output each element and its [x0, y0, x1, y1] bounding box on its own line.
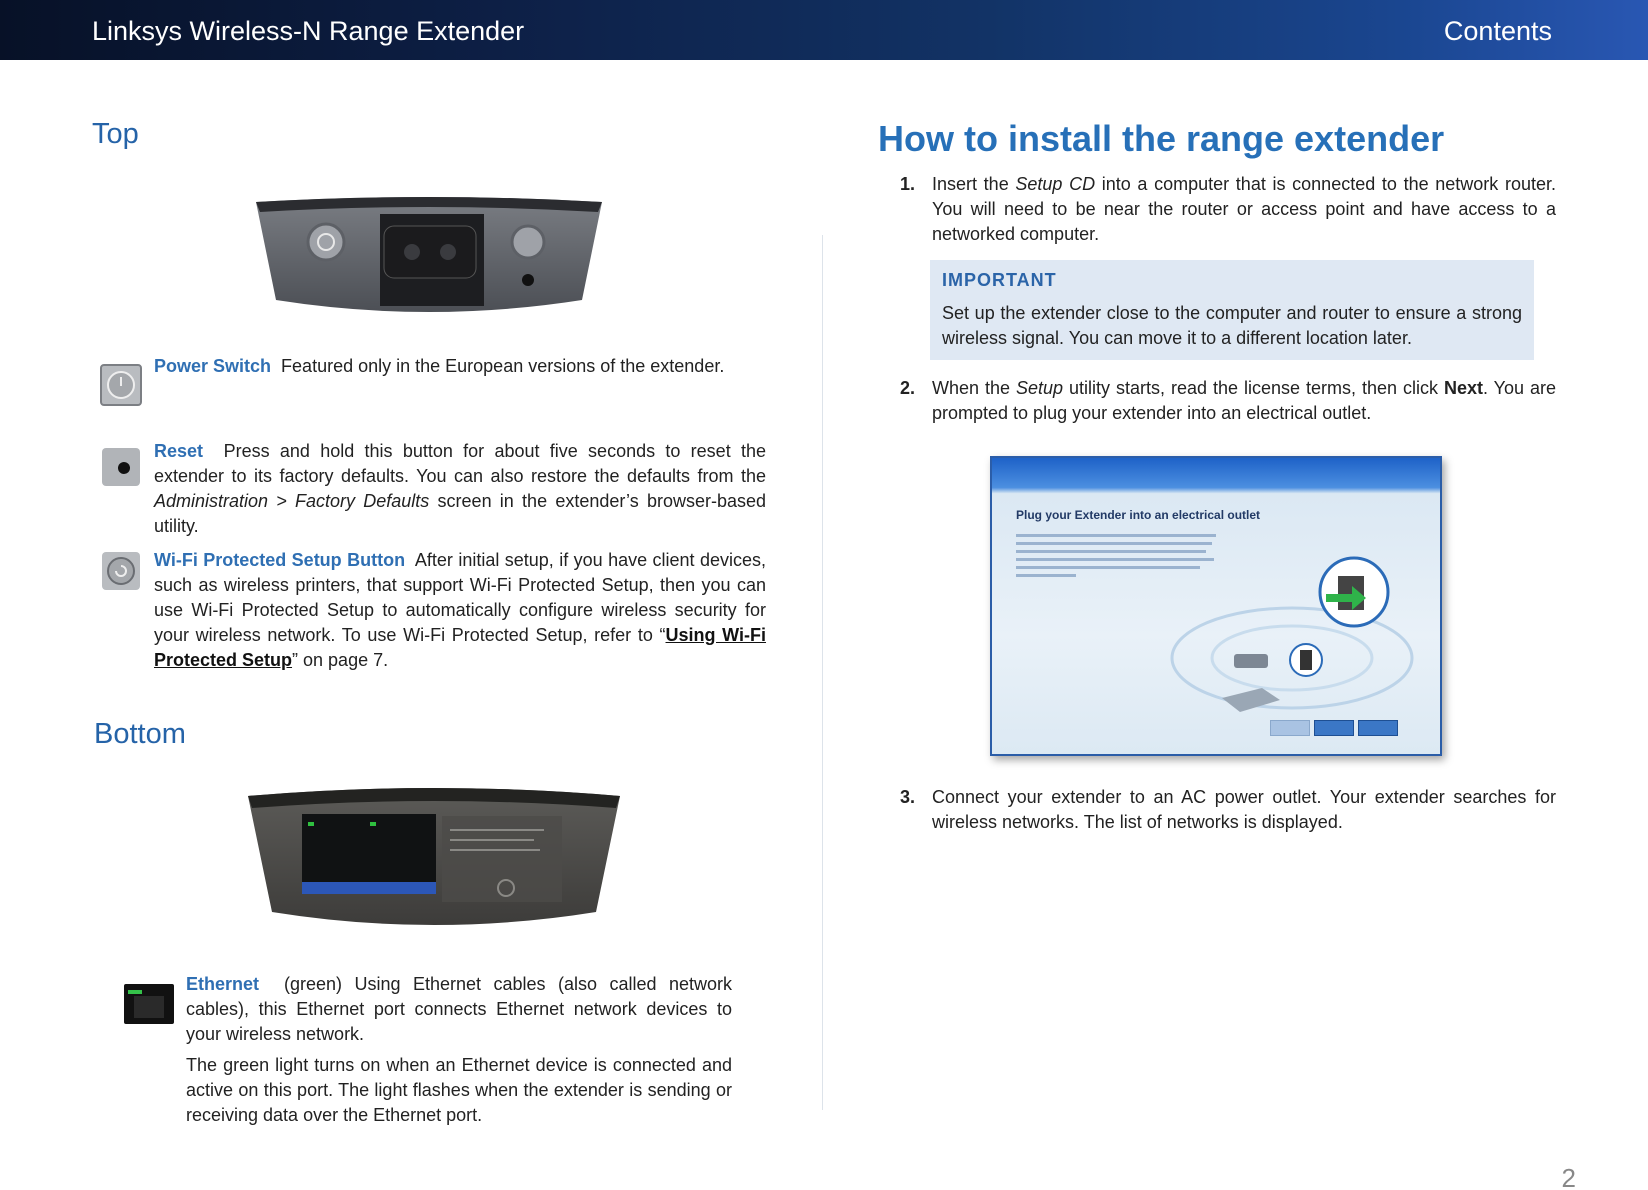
screenshot-title: Plug your Extender into an electrical outlet — [1016, 508, 1261, 522]
step-1-emphasis: Setup CD — [1015, 174, 1096, 194]
screenshot-back-button — [1270, 720, 1310, 736]
wps-link-prefix: “ — [659, 625, 666, 645]
important-title: IMPORTANT — [942, 270, 1057, 290]
wps-button-icon — [102, 552, 140, 590]
header-bar — [0, 0, 1648, 60]
step-2-number: 2. — [900, 378, 916, 398]
step-2-text-after: . You are prompted to plug your extender into an electrical outlet. — [932, 378, 1557, 423]
step-3-number: 3. — [900, 787, 916, 807]
step-2 — [900, 376, 1556, 426]
wps-text: After initial setup, if you have client devices, such as wireless printers, that support Wi-Fi Protected Setup, then you can use Wi-Fi Protected Setup to automatically configure wireless security for your wireless network. To use Wi-Fi Protected Setup, refer to — [154, 550, 766, 645]
power-switch-term: Power Switch — [154, 356, 272, 376]
column-divider — [822, 235, 823, 1110]
setup-wizard-screenshot — [990, 456, 1442, 756]
screenshot-text-line — [1016, 534, 1216, 537]
screenshot-cancel-button — [1358, 720, 1398, 736]
screenshot-next-button — [1314, 720, 1354, 736]
step-1-text: Insert the — [932, 174, 1016, 194]
screenshot-text-line — [1016, 574, 1076, 577]
install-heading: How to install the range extender — [878, 118, 1445, 159]
contents-link[interactable]: Contents — [1443, 16, 1552, 46]
step-2-emphasis: Setup — [1016, 378, 1064, 398]
ethernet-light-text: The green light turns on when an Ethernet device is connected and active on this port. The light flashes when the extender is sending or receiving data over the Ethernet port. — [186, 1055, 732, 1125]
reset-description — [154, 439, 766, 539]
top-heading: Top — [92, 118, 139, 150]
reset-term: Reset — [154, 441, 204, 461]
ethernet-description — [186, 972, 732, 1128]
extender-bottom-image — [244, 786, 624, 932]
step-1 — [900, 172, 1556, 247]
extender-top-image — [252, 196, 606, 320]
power-switch-icon — [100, 364, 142, 406]
reset-button-icon — [102, 448, 140, 486]
wps-link-suffix: ” on page 7. — [292, 650, 389, 670]
step-3-text: Connect your extender to an AC power outlet. Your extender searches for wireless networks. The list of networks is displayed. — [932, 787, 1556, 832]
using-wps-link[interactable]: Using Wi-Fi Protected Setup — [154, 625, 767, 670]
outlet-illustration — [1162, 548, 1442, 718]
power-switch-description — [154, 354, 766, 379]
reset-text: Press and hold this button for about five seconds to reset the extender to its factory defaults. You can also restore the defaults from the — [154, 441, 766, 486]
step-2-text: When the — [932, 378, 1016, 398]
install-steps — [900, 172, 1556, 247]
document-title: Linksys Wireless-N Range Extender — [92, 16, 525, 46]
wps-description — [154, 548, 766, 673]
step-1-text-after: into a computer that is connected to the network router. You will need to be near the router or access point and have access to a networked computer. — [932, 174, 1556, 244]
step-1-number: 1. — [900, 174, 916, 194]
ethernet-term: Ethernet — [186, 974, 260, 994]
step-3 — [900, 785, 1556, 835]
important-text: Set up the extender close to the computer and router to ensure a strong wireless signal. You can move it to a different location later. — [942, 303, 1522, 348]
step-2-text-middle: utility starts, read the license terms, then click — [1063, 378, 1444, 398]
page-number: 2 — [1561, 1163, 1576, 1190]
power-switch-text: Featured only in the European versions of the extender. — [281, 356, 725, 376]
bottom-heading: Bottom — [94, 718, 186, 750]
reset-menu-path: Administration > Factory Defaults — [154, 491, 430, 511]
screenshot-text-line — [1016, 542, 1212, 545]
step-2-next-label: Next — [1443, 378, 1483, 398]
ethernet-port-icon — [124, 984, 174, 1024]
important-note — [930, 260, 1534, 360]
reset-text-after: screen in the extender’s browser-based utility. — [154, 491, 766, 536]
ethernet-text: (green) Using Ethernet cables (also called network cables), this Ethernet port connects Ethernet network devices to your wireless network. — [186, 974, 732, 1044]
wps-term: Wi-Fi Protected Setup Button — [154, 550, 406, 570]
